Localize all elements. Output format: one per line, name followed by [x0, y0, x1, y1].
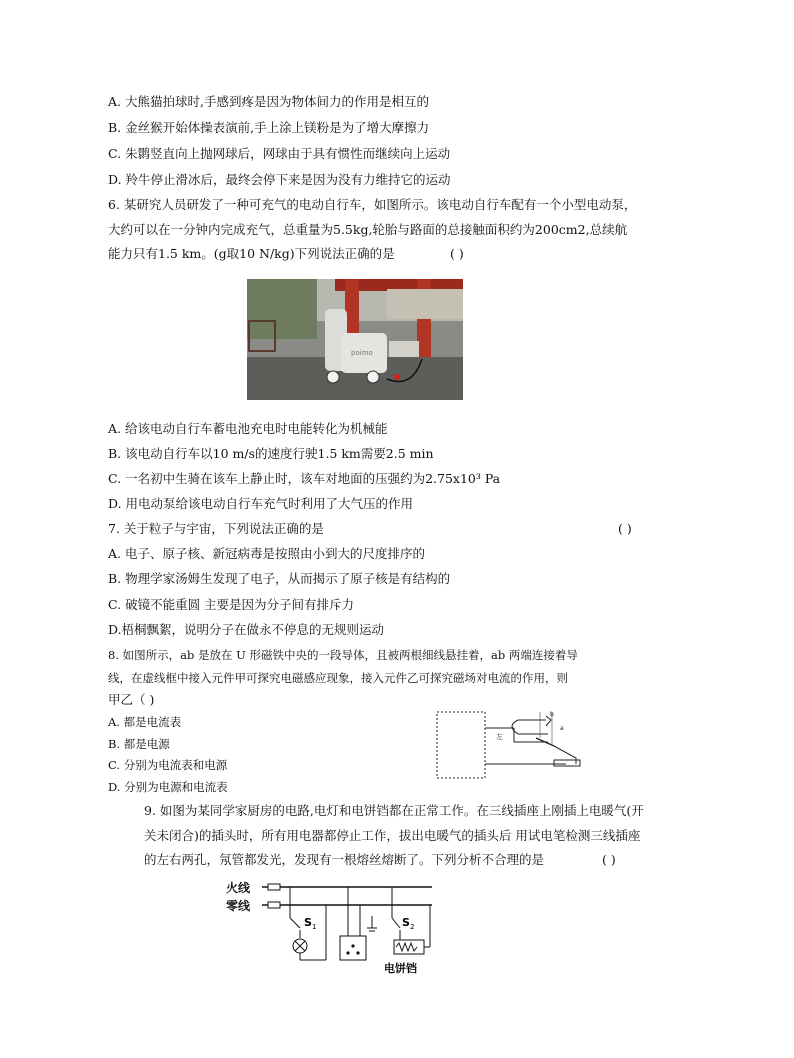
q9-neutral-wire-label: 零线 — [226, 899, 251, 913]
svg-text:左: 左 — [496, 733, 503, 741]
q5-option-d: D. 羚牛停止滑冰后，最终会停下来是因为没有力维持它的运动 — [108, 172, 451, 187]
q9-pan-label: 电饼铛 — [384, 962, 417, 975]
svg-text:S: S — [304, 916, 312, 929]
q6-option-d: D. 用电动泵给该电动自行车充气时利用了大气压的作用 — [108, 496, 414, 511]
q6-option-a: A. 给该电动自行车蓄电池充电时电能转化为机械能 — [108, 421, 388, 436]
q8-dashed-box — [437, 712, 485, 778]
q8-option-d: D. 分别为电源和电流表 — [108, 780, 228, 794]
q6-option-b: B. 该电动自行车以10 m/s的速度行驶1.5 km需要2.5 min — [108, 446, 434, 461]
q6-stem-line3: 能力只有1.5 km。(g取10 N/kg)下列说法正确的是 — [108, 246, 395, 261]
q6-stem-line2: 大约可以在一分钟内完成充气，总重量为5.5kg,轮胎与路面的总接触面积约为200cm2,总续航 — [108, 222, 628, 237]
q7-option-a: A. 电子、原子核、新冠病毒是按照由小到大的尺度排序的 — [108, 546, 425, 561]
q7-option-c: C. 破镜不能重圆 主要是因为分子间有排斥力 — [108, 597, 355, 612]
q8-stem-line3: 甲乙（ ) — [108, 692, 155, 707]
q7-stem: 7. 关于粒子与宇宙，下列说法正确的是 — [108, 521, 324, 536]
svg-text:a: a — [560, 725, 564, 732]
svg-text:2: 2 — [410, 923, 415, 931]
q9-circuit-diagram — [222, 876, 442, 976]
svg-text:b: b — [550, 711, 554, 718]
q6-answer-paren: ( ) — [450, 246, 464, 261]
q8-stem-line2: 线，在虚线框中接入元件甲可探究电磁感应现象，接入元件乙可探究磁场对电流的作用，则 — [108, 671, 568, 685]
q8-option-c: C. 分别为电流表和电源 — [108, 758, 228, 772]
q6-ebike-photo — [247, 279, 463, 400]
q8-option-b: B. 都是电源 — [108, 737, 170, 751]
q9-stem-line3: 的左右两孔，氖管都发光，发现有一根熔丝熔断了。下列分析不合理的是 — [144, 852, 545, 867]
q5-option-a: A. 大熊猫拍球时,手感到疼是因为物体间力的作用是相互的 — [108, 94, 429, 109]
q9-stem-line1: 9. 如图为某同学家厨房的电路,电灯和电饼铛都在正常工作。在三线插座上刚插上电暖气(开 — [144, 803, 644, 818]
q6-stem-line1: 6. 某研究人员研发了一种可充气的电动自行车，如图所示。该电动自行车配有一个小型电动泵， — [108, 197, 637, 212]
q6-option-c: C. 一名初中生骑在该车上静止时，该车对地面的压强约为2.75x10³ Pa — [108, 471, 501, 486]
svg-text:1: 1 — [312, 923, 317, 931]
q7-option-d: D.梧桐飘絮，说明分子在做永不停息的无规则运动 — [108, 622, 385, 637]
q6-photo-brand: poimo — [351, 349, 373, 357]
q7-option-b: B. 物理学家汤姆生发现了电子，从而揭示了原子核是有结构的 — [108, 571, 451, 586]
q9-answer-paren: ( ) — [602, 852, 616, 867]
q8-magnet-diagram — [436, 708, 586, 780]
q8-stem-line1: 8. 如图所示，ab 是放在 U 形磁铁中央的一段导体，且被两根细线悬挂着，ab 两端连接着导 — [108, 648, 578, 662]
q9-stem-line2: 关未闭合)的插头时，所有用电器都停止工作，拔出电暖气的插头后 用试电笔检测三线插座 — [144, 828, 641, 843]
q5-option-c: C. 朱鹮竖直向上抛网球后，网球由于具有惯性而继续向上运动 — [108, 146, 451, 161]
q8-option-a: A. 都是电流表 — [108, 715, 182, 729]
q5-option-b: B. 金丝猴开始体操表演前,手上涂上镁粉是为了增大摩擦力 — [108, 120, 430, 135]
q7-answer-paren: ( ) — [618, 521, 632, 536]
svg-text:S: S — [402, 916, 410, 929]
q9-live-wire-label: 火线 — [226, 881, 251, 895]
